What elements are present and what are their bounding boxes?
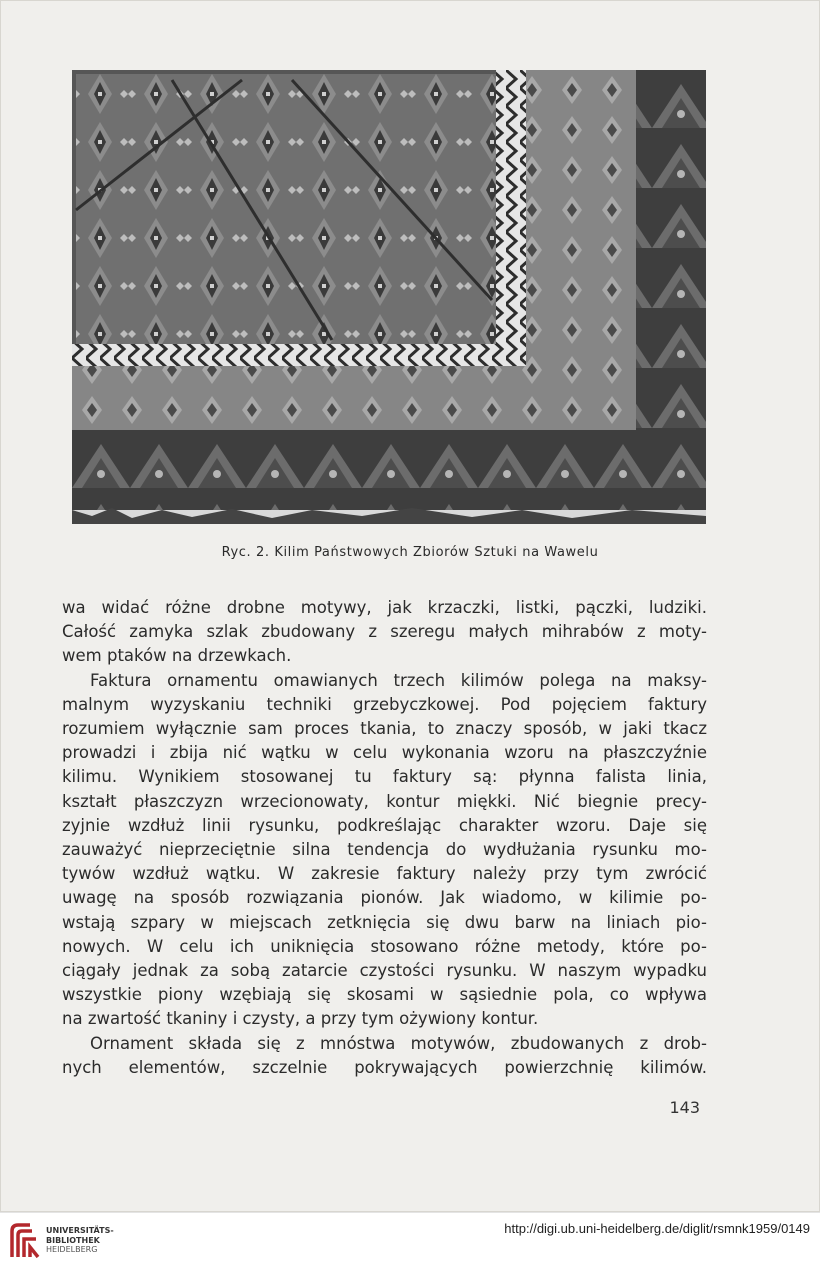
text-line: tywów wzdłuż wątku. W zakresie faktury należy przy tym zwrócić <box>62 864 707 884</box>
kilim-photo <box>72 70 706 524</box>
text-line: Całość zamyka szlak zbudowany z szeregu małych mihrabów z moty- <box>62 622 707 642</box>
body-text <box>62 596 707 1080</box>
text-line: rozumiem wyłącznie sam proces tkania, to znaczy sposób, w jaki tkacz <box>62 719 707 739</box>
text-line: ciągały jednak za sobą zatarcie czystości rysunku. W naszym wypadku <box>62 961 707 981</box>
text-line: uwagę na sposób rozwiązania pionów. Jak wiadomo, w kilimie po- <box>62 888 707 908</box>
library-logo-text <box>46 1226 114 1255</box>
text-line: zyjnie wzdłuż linii rysunku, podkreślając charakter wzoru. Daje się <box>62 815 707 835</box>
text-line: kilimu. Wynikiem stosowanej tu faktury są: płynna falista linia, <box>62 767 707 787</box>
text-line: Ornament składa się z mnóstwa motywów, zbudowanych z drob- <box>90 1033 707 1053</box>
logo-line-1: UNIVERSITÄTS- <box>46 1226 114 1235</box>
text-line: nych elementów, szczelnie pokrywających powierzchnię kilimów. <box>62 1057 707 1077</box>
figure-caption: Ryc. 2. Kilim Państwowych Zbiorów Sztuki na Wawelu <box>221 545 599 560</box>
text-line: prowadzi i zbija nić wątku w celu wykonania wzoru na płaszczyźnie <box>62 743 707 763</box>
logo-line-3: HEIDELBERG <box>46 1245 98 1254</box>
text-line: kształt płaszczyzn wrzecionowaty, kontur miękki. Nić biegnie precy- <box>62 791 707 811</box>
text-line: malnym wyzyskaniu techniki grzebyczkowej. Pod pojęciem faktury <box>62 694 707 714</box>
text-line: wstają szpary w miejscach zetknięcia się dwu barw na liniach pio- <box>62 912 707 932</box>
text-line: wszystkie piony wzębiają się skosami w sąsiednie pola, co wpływa <box>62 985 707 1005</box>
text-line: na zwartość tkaniny i czysty, a przy tym ożywiony kontur. <box>62 1009 539 1029</box>
text-line: nowych. W celu ich uniknięcia stosowano różne metody, które po- <box>62 936 707 956</box>
library-logo-icon <box>8 1221 40 1261</box>
permalink-url[interactable]: http://digi.ub.uni-heidelberg.de/diglit/rsmnk1959/0149 <box>504 1221 810 1236</box>
text-line: wa widać różne drobne motywy, jak krzaczki, listki, pączki, ludziki. <box>62 598 707 617</box>
page-number: 143 <box>669 1098 700 1117</box>
text-line: Faktura ornamentu omawianych trzech kilimów polega na maksy- <box>90 670 707 690</box>
logo-line-2: BIBLIOTHEK <box>46 1235 100 1245</box>
text-line: zauważyć nieprzeciętnie silna tendencja do wydłużania rysunku mo- <box>62 840 707 860</box>
text-line: wem ptaków na drzewkach. <box>62 646 292 666</box>
